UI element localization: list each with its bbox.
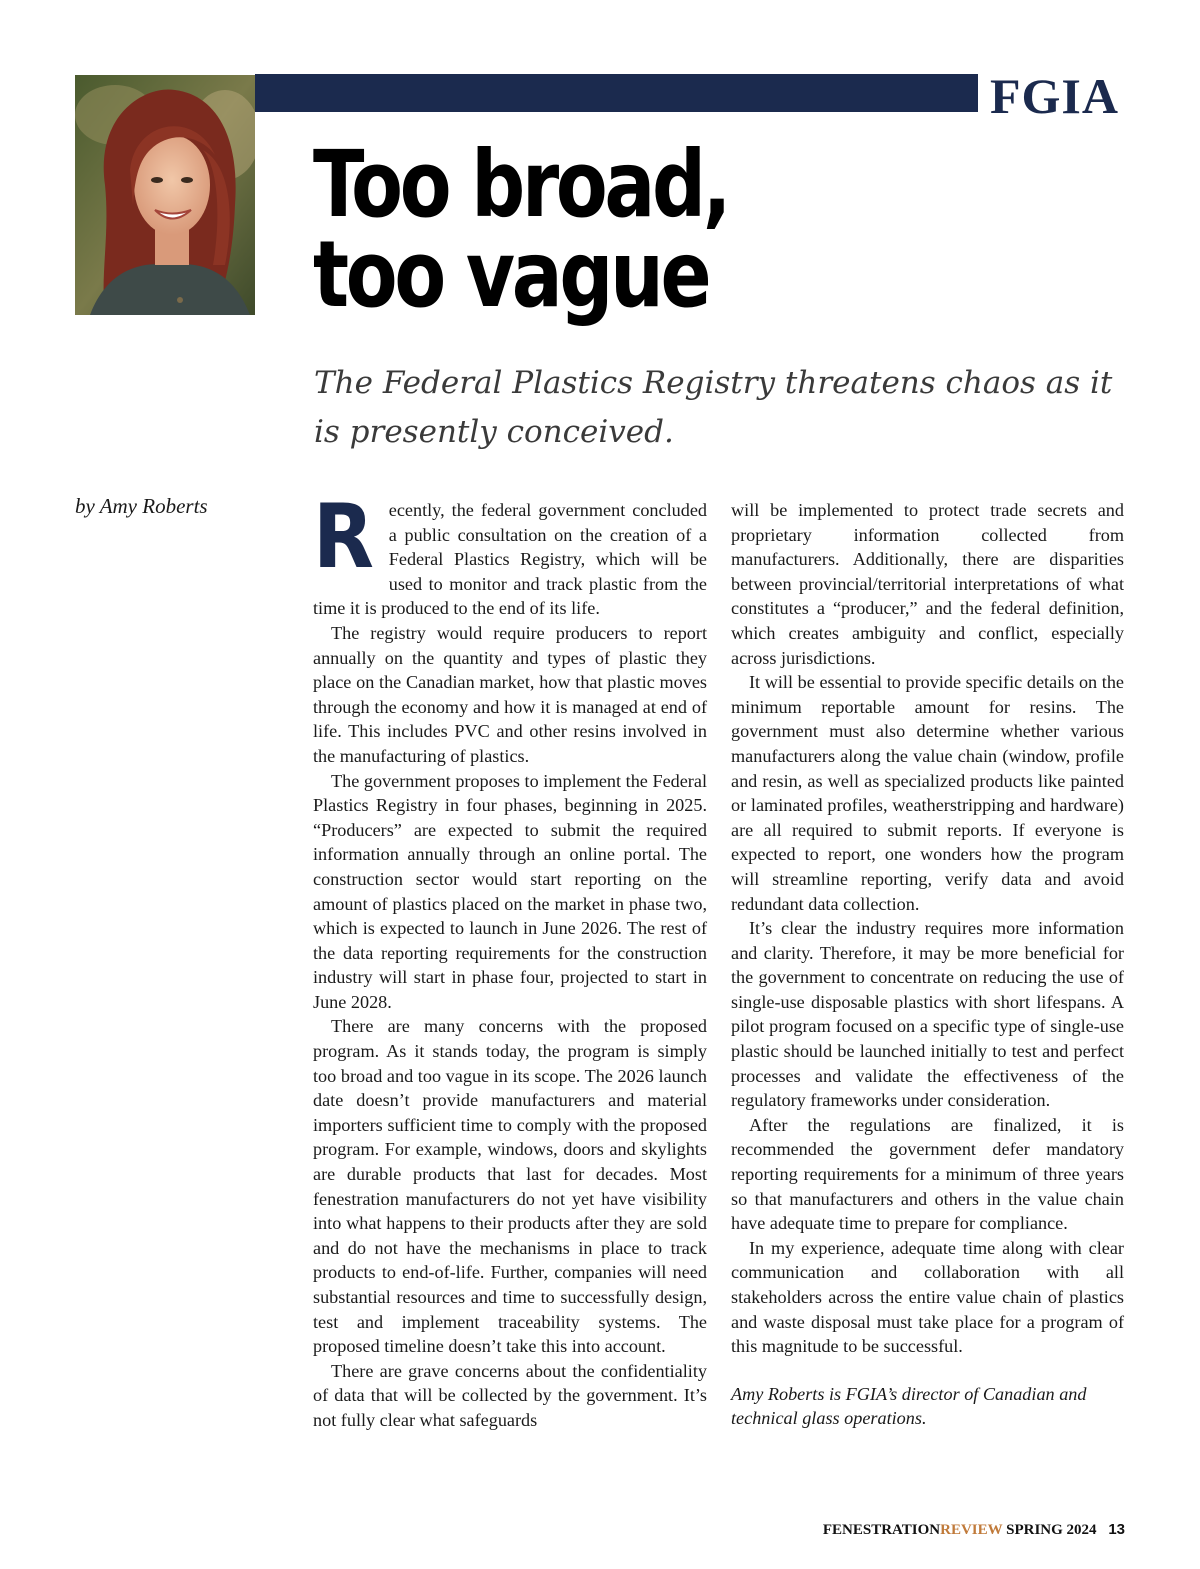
article-paragraph: After the regulations are finalized, it is recommended the government defer mandatory reporting requirements for a minimum of three years so that manufacturers and others in the value chain have adequate time to prepare for compliance. — [731, 1114, 1124, 1234]
author-bio: Amy Roberts is FGIA’s director of Canadian and technical glass operations. — [731, 1383, 1087, 1429]
article-paragraph: There are many concerns with the proposed program. As it stands today, the program is simply too broad and too vague in its scope. The 2026 launch date doesn’t provide manufacturers and material importers sufficient time to comply with the proposed program. For example, windows, doors and skylights are durable products that last for decades. Most fenestration manufacturers do not yet have visibility into what happens to their products after they are sold and do not have the mechanisms in place to track products to end-of-life. Further, companies will need substantial resources and time to successfully design, test and implement traceability systems. The proposed timeline doesn’t take this into account. — [313, 1016, 707, 1357]
issue-label: SPRING 2024 — [1006, 1522, 1097, 1538]
headline — [313, 131, 871, 328]
magazine-name-part1: FENESTRATION — [822, 1522, 941, 1538]
page-number: 13 — [1108, 1521, 1125, 1538]
byline: by Amy Roberts — [75, 494, 208, 518]
article-paragraph: will be implemented to protect trade secrets and proprietary information collected from manufacturers. Additionally, there are disparities between provincial/territorial interpretations of what constitutes a “producer,” and the federal definition, which creates ambiguity and conflict, especially across jurisdictions. — [731, 500, 1124, 668]
drop-cap: R — [313, 485, 374, 588]
deck-subtitle: The Federal Plastics Registry threatens chaos as it is presently conceived. — [314, 365, 1113, 450]
article-paragraph: It will be essential to provide specific details on the minimum reportable amount for resins. The government must also determine whether various manufacturers along the value chain (window, profile and resin, as well as specialized products like painted or laminated profiles, weatherstripping and hardware) are all required to submit reports. If everyone is expected to report, one wonders how the program will streamline reporting, verify data and avoid redundant data collection. — [731, 672, 1124, 914]
headline-line-2: too vague — [313, 221, 709, 328]
portrait-icon — [75, 75, 255, 315]
article-paragraph — [313, 485, 707, 621]
article-paragraph: In my experience, adequate time along with clear communication and collaboration with all stakeholders across the entire value chain of plastics and waste disposal must take place for a program of this magnitude to be successful. — [731, 1237, 1124, 1357]
header-bar — [255, 74, 978, 112]
author-portrait — [75, 75, 255, 315]
article-paragraph: The registry would require producers to report annually on the quantity and types of plastic they place on the Canadian market, how that plastic moves through the economy and how it is managed at end of life. This includes PVC and other resins involved in the manufacturing of plastics. — [313, 622, 707, 766]
paragraph-text: ecently, the federal government concluded a public consultation on the creation of a Federal Plastics Registry, which will be used to monitor and track plastic from the time it is produced to the end of its life. — [313, 500, 707, 619]
section-tag: FGIA — [990, 68, 1119, 124]
article-paragraph: There are grave concerns about the confidentiality of data that will be collected by the government. It’s not fully clear what safeguards — [313, 1360, 707, 1430]
article-column-right — [731, 498, 1124, 1431]
article-paragraph: The government proposes to implement the Federal Plastics Registry in four phases, beginning in 2025. “Producers” are expected to submit the required information annually through an online portal. The construction sector would start reporting on the amount of plastics placed on the market in phase two, which is expected to launch in June 2026. The rest of the data reporting requirements for the construction industry will start in phase four, projected to start in June 2028. — [313, 770, 707, 1012]
headline-line-1: Too broad, — [313, 131, 729, 238]
page-footer — [823, 1520, 1125, 1540]
article-paragraph: It’s clear the industry requires more information and clarity. Therefore, it may be more beneficial for the government to concentrate on reducing the use of single-use disposable plastics with short lifespans. A pilot program focused on a specific type of single-use plastic should be launched initially to test and perfect processes and validate the effectiveness of the regulatory frameworks under consideration. — [731, 918, 1124, 1111]
article-column-left — [313, 485, 707, 1433]
magazine-name-part2: REVIEW — [940, 1522, 1003, 1538]
